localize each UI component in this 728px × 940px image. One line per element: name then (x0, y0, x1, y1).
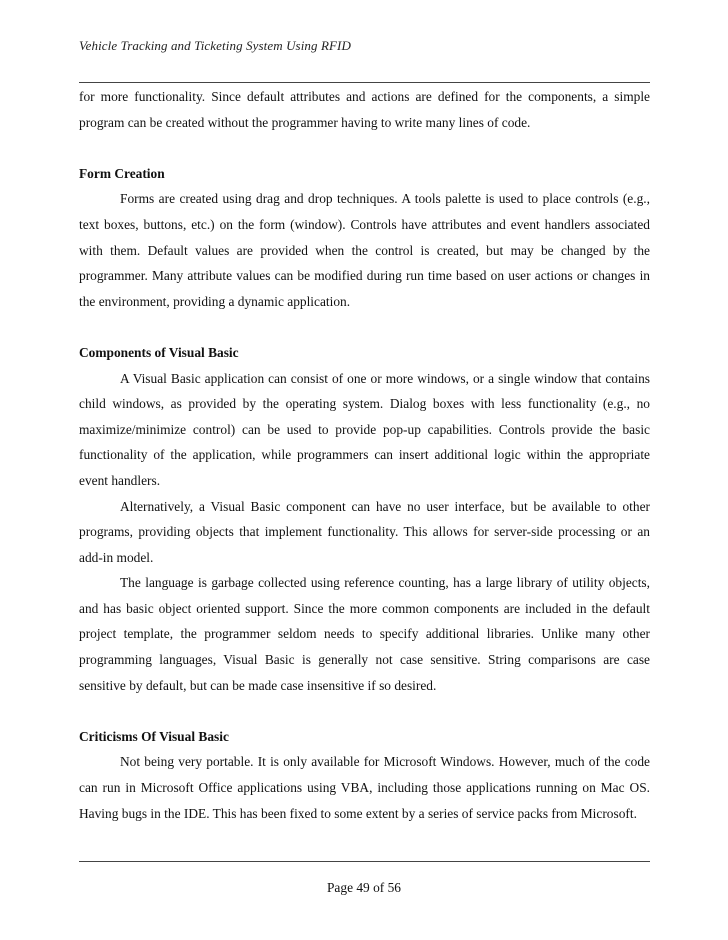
section-heading: Components of Visual Basic (79, 344, 239, 360)
paragraph: The language is garbage collected using reference counting, has a large library of utility objects, and has basic object oriented support. Since the more common components are included in the default project template, the programmer seldom needs to specify additional libraries. Unlike many other programming languages, Visual Basic is generally not case sensitive. String comparisons are case sensitive by default, but can be made case insensitive if so desired. (79, 575, 650, 693)
intro-paragraph: for more functionality. Since default attributes and actions are defined for the components, a simple program can be created without the programmer having to write many lines of code. (79, 89, 650, 130)
section-gap (79, 135, 650, 161)
header-divider (79, 82, 650, 83)
section-criticisms-of-visual-basic (79, 724, 650, 826)
paragraph: A Visual Basic application can consist of one or more windows, or a single window that contains child windows, as provided by the operating system. Dialog boxes with less functionality (e.g., no maximize/minimize control) can be used to provide pop-up capabilities. Controls provide the basic functionality of the application, while programmers can insert additional logic within the appropriate event handlers. (79, 370, 650, 488)
section-gap (79, 314, 650, 340)
paragraph: Alternatively, a Visual Basic component can have no user interface, but be available to other programs, providing objects that implement functionality. This allows for server-side processing or an add-in model. (79, 498, 650, 565)
page-number: Page 49 of 56 (326, 880, 401, 895)
paragraph: Not being very portable. It is only available for Microsoft Windows. However, much of the code can run in Microsoft Office applications using VBA, including those applications running on Mac OS. Having bugs in the IDE. This has been fixed to some extent by a series of service packs from Microsoft. (79, 754, 650, 821)
section-heading: Form Creation (79, 165, 165, 181)
running-header: Vehicle Tracking and Ticketing System Using RFID (79, 38, 351, 53)
paragraph: Forms are created using drag and drop techniques. A tools palette is used to place controls (e.g., text boxes, buttons, etc.) on the form (window). Controls have attributes and event handlers associated with them. Default values are provided when the control is created, but may be changed by the programmer. Many attribute values can be modified during run time based on user actions or changes in the environment, providing a dynamic application. (79, 191, 650, 309)
footer-divider (79, 861, 650, 862)
section-heading: Criticisms Of Visual Basic (79, 728, 229, 744)
section-form-creation (79, 161, 650, 315)
page-body (79, 84, 650, 826)
section-gap (79, 698, 650, 724)
section-components-of-visual-basic (79, 340, 650, 698)
